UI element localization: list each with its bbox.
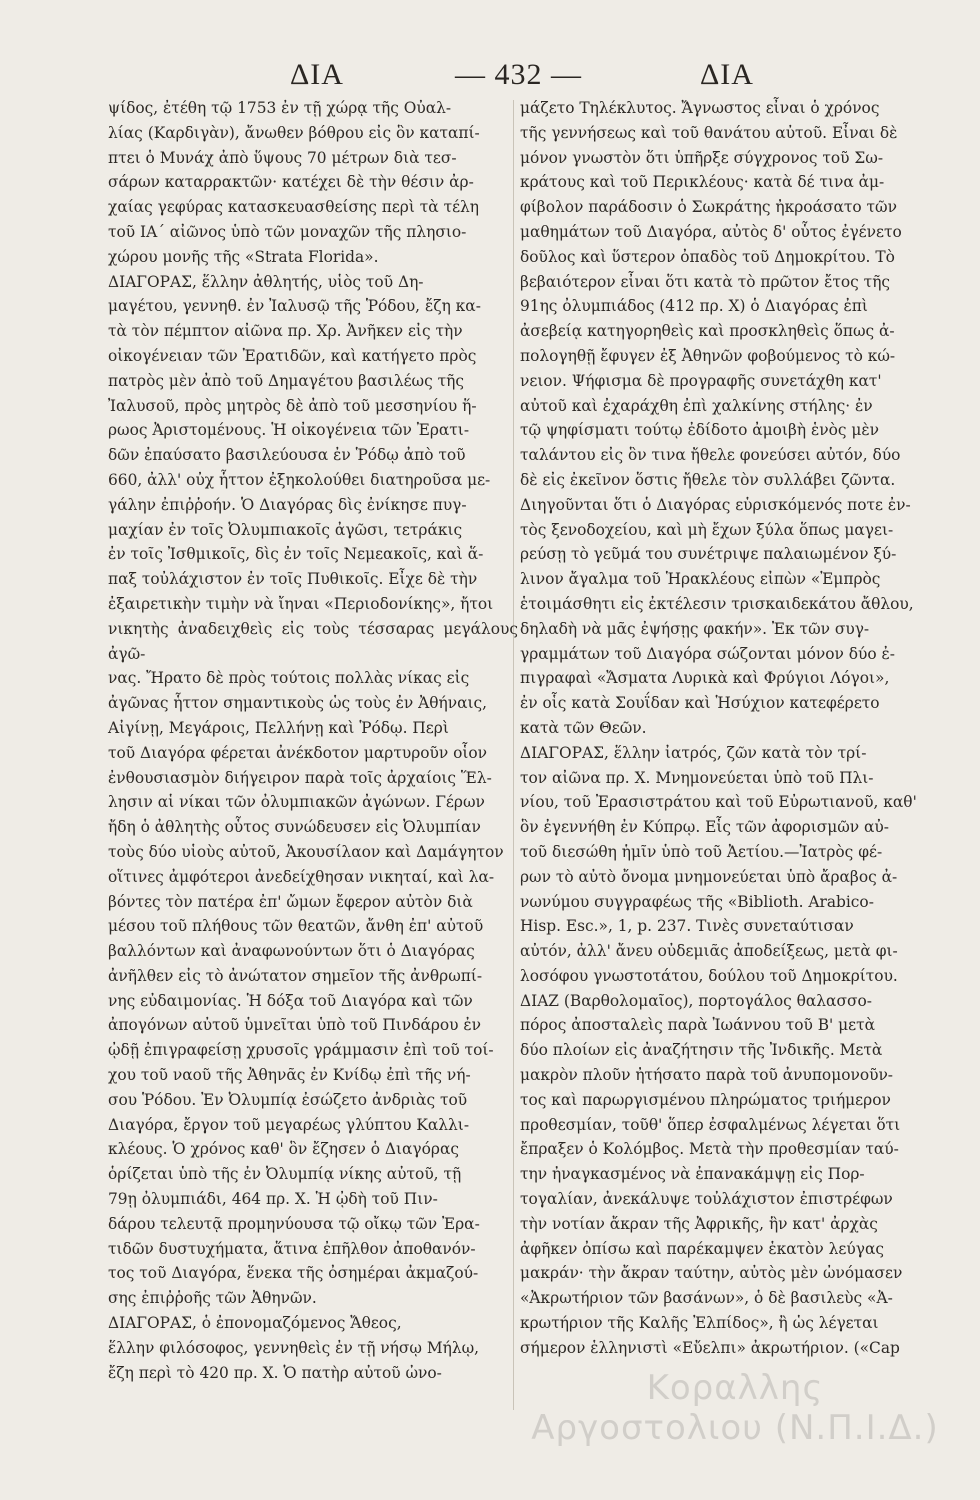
watermark-line-2: Αργοστολιου (Ν.Π.Ι.Δ.) xyxy=(531,1408,939,1448)
header-right-word: ΔΙΑ xyxy=(700,58,754,91)
header-left-word: ΔΙΑ xyxy=(290,58,344,91)
paragraph-right-3: ΔΙΑΖ (Βαρθολομαῖος), πορτογάλος θαλασσο- πόρος ἀποσταλεὶς παρὰ Ἰωάννου τοῦ Β' μετὰ δύο πλοίων εἰς ἀναζήτησιν τῆς Ἰνδικῆς. Μετὰ μακρὸν πλοῦν ἠτήσατο παρὰ τοῦ ἀνυπομονοῦν- τος καὶ παρωργισμένου πληρώματος τριήμερον προθεσμίαν, τοῦθ' ὅπερ ἐσφαλμένως λέγεται ὅτι ἔπραξεν ὁ Κολόμβος. Μετὰ τὴν προθεσμίαν ταύ- την ἠναγκασμένος νὰ ἐπανακάμψῃ εἰς Πορ- τογαλίαν, ἀνεκάλυψε τοὐλάχιστον ἐπιστρέφων τὴν νοτίαν ἄκραν τῆς Ἀφρικῆς, ἣν κατ' ἀρχὰς ἀφῆκεν ὀπίσω καὶ παρέκαμψεν ἑκατὸν λεύγας μακράν· τὴν ἄκραν ταύτην, αὐτὸς μὲν ὠνόμασεν «Ἀκρωτήριον τῶν βασάνων», ὁ δὲ βασιλεὺς «Ἀ- κρωτήριον τῆς Καλῆς Ἐλπίδος», ἢ ὡς λέγεται σήμερον ἑλληνιστὶ «Εὔελπι» ἀκρωτήριον. («Cap xyxy=(520,991,903,1357)
paragraph-right-1: μάζετο Τηλέκλυτος. Ἄγνωστος εἶναι ὁ χρόνος τῆς γεννήσεως καὶ τοῦ θανάτου αὐτοῦ. Εἶναι δὲ μόνον γνωστὸν ὅτι ὑπῆρξε σύγχρονος τοῦ Σω- κράτους καὶ τοῦ Περικλέους· κατὰ δέ τινα ἀμ- φίβολον παράδοσιν ὁ Σωκράτης ἠκροάσατο τῶν μαθημάτων τοῦ Διαγόρα, αὐτὸς δ' οὗτος ἐγένετο δοῦλος καὶ ὕστερον ὀπαδὸς τοῦ Δημοκρίτου. Τὸ βεβαιότερον εἶναι ὅτι κατὰ τὸ πρῶτον ἔτος τῆς 91ης ὀλυμπιάδος (412 πρ. Χ) ὁ Διαγόρας ἐπὶ ἀσεβείᾳ κατηγορηθεὶς καὶ προσκληθεὶς ὅπως ἀ- πολογηθῇ ἔφυγεν ἐξ Ἀθηνῶν φοβούμενος τὸ κώ- νειον. Ψήφισμα δὲ προγραφῆς συνετάχθη κατ' αὐτοῦ καὶ ἐχαράχθη ἐπὶ χαλκίνης στήλης· ἐν τῷ ψηφίσματι τούτῳ ἐδίδοτο ἀμοιβὴ ἑνὸς μὲν ταλάντου εἰς ὃν τινα ἤθελε φονεύσει αὐτόν, δύο δὲ εἰς ἐκεῖνον ὅστις ἤθελε τὸν συλλάβει ζῶντα. Διηγοῦνται ὅτι ὁ Διαγόρας εὑρισκόμενός ποτε ἐν- τὸς ξενοδοχείου, καὶ μὴ ἔχων ξύλα ὅπως μαγει- ρεύσῃ τὸ γεῦμά του συνέτριψε παλαιωμένον ξύ- λινον ἄγαλμα τοῦ Ἡρακλέους εἰπὼν «Ἐμπρὸς ἑτοιμάσθητι εἰς ἐκτέλεσιν τρισκαιδεκάτου ἄθλου, δηλαδὴ νὰ μᾶς ἐψήσῃς φακήν». Ἐκ τῶν συγ- γραμμάτων τοῦ Διαγόρα σώζονται μόνον δύο ἐ- πιγραφαὶ «Ἄσματα Λυρικὰ καὶ Φρύγιοι Λόγοι», ἐν οἷς κατὰ Σουΐδαν καὶ Ἡσύχιον κατεφέρετο κατὰ τῶν Θεῶν. xyxy=(520,99,914,737)
paragraph-right-2: ΔΙΑΓΟΡΑΣ, ἕλλην ἰατρός, ζῶν κατὰ τὸν τρί- τον αἰῶνα πρ. Χ. Μνημονεύεται ὑπὸ τοῦ Πλι- νίου, τοῦ Ἐρασιστράτου καὶ τοῦ Εὐρωτιανοῦ, καθ' ὃν ἐγεννήθη ἐν Κύπρῳ. Εἷς τῶν ἀφορισμῶν αὐ- τοῦ διεσώθη ἡμῖν ὑπὸ τοῦ Ἀετίου.—Ἰατρὸς φέ- ρων τὸ αὐτὸ ὄνομα μνημονεύεται ὑπὸ ἄραβος ἀ- νωνύμου συγγραφέως τῆς «Biblioth. Arabico- Hisp. Esc.», 1, p. 237. Τινὲς συνεταύτισαν αὐτόν, ἀλλ' ἄνευ οὐδεμιᾶς ἀποδείξεως, μετὰ φι- λοσόφου γνωστοτάτου, δούλου τοῦ Δημοκρίτου. xyxy=(520,743,917,985)
page-number: — 432 — xyxy=(455,58,582,91)
paragraph-left-3: ΔΙΑΓΟΡΑΣ, ὁ ἐπονομαζόμενος Ἄθεος, ἕλλην φιλόσοφος, γεννηθεὶς ἐν τῇ νήσῳ Μήλῳ, ἔζη περὶ τὸ 420 πρ. Χ. Ὁ πατὴρ αὐτοῦ ὠνο- xyxy=(108,1314,480,1382)
library-watermark xyxy=(520,1368,950,1448)
watermark-line-1: Κοραλλης xyxy=(646,1368,824,1408)
paragraph-left-1: ψίδος, ἐτέθη τῷ 1753 ἐν τῇ χώρᾳ τῆς Οὐαλ- λίας (Καρδιγὰν), ἄνωθεν βόθρου εἰς ὃν καταπί- πτει ὁ Μυνάχ ἀπὸ ὕψους 70 μέτρων διὰ τεσ- σάρων καταρρακτῶν· κατέχει δὲ τὴν θέσιν ἀρ- χαίας γεφύρας κατασκευασθείσης περὶ τὰ τέλη τοῦ ΙΑ΄ αἰῶνος ὑπὸ τῶν μοναχῶν τῆς πλησιο- χώρου μονῆς τῆς «Strata Florida». xyxy=(108,99,480,266)
left-column xyxy=(108,96,518,1385)
running-header xyxy=(0,58,980,98)
right-column xyxy=(520,96,932,1361)
paragraph-left-2: ΔΙΑΓΟΡΑΣ, ἕλλην ἀθλητής, υἱὸς τοῦ Δη- μαγέτου, γεννηθ. ἐν Ἰαλυσῷ τῆς Ῥόδου, ἔζη κα- τὰ τὸν πέμπτον αἰῶνα πρ. Χρ. Ἀνῆκεν εἰς τὴν οἰκογένειαν τῶν Ἐρατιδῶν, καὶ κατήγετο πρὸς πατρὸς μὲν ἀπὸ τοῦ Δημαγέτου βασιλέως τῆς Ἰαλυσοῦ, πρὸς μητρὸς δὲ ἀπὸ τοῦ μεσσηνίου ἥ- ρωος Ἀριστομένους. Ἡ οἰκογένεια τῶν Ἐρατι- δῶν ἐπαύσατο βασιλεύουσα ἐν Ῥόδῳ ἀπὸ τοῦ 660, ἀλλ' οὐχ ἧττον ἐξηκολούθει διατηροῦσα με- γάλην ἐπιῤῥοήν. Ὁ Διαγόρας δὶς ἐνίκησε πυγ- μαχίαν ἐν τοῖς Ὀλυμπιακοῖς ἀγῶσι, τετράκις ἐν τοῖς Ἰσθμικοῖς, δὶς ἐν τοῖς Νεμεακοῖς, καὶ ἅ- παξ τοὐλάχιστον ἐν τοῖς Πυθικοῖς. Εἶχε δὲ τὴν ἐξαιρετικὴν τιμὴν νὰ ἴηναι «Περιοδονίκης», ἤτοι νικητὴς ἀναδειχθεὶς εἰς τοὺς τέσσαρας μεγάλους ἀγῶ- νας. Ἤρατο δὲ πρὸς τούτοις πολλὰς νίκας εἰς ἀγῶνας ἧττον σημαντικοὺς ὡς τοὺς ἐν Ἀθήναις, Αἰγίνῃ, Μεγάροις, Πελλήνῃ καὶ Ῥόδῳ. Περὶ τοῦ Διαγόρα φέρεται ἀνέκδοτον μαρτυροῦν οἷον ἐνθουσιασμὸν διήγειρον παρὰ τοῖς ἀρχαίοις Ἕλ- λησιν αἱ νίκαι τῶν ὀλυμπιακῶν ἀγώνων. Γέρων ἤδη ὁ ἀθλητὴς οὗτος συνώδευσεν εἰς Ὀλυμπίαν τοὺς δύο υἱοὺς αὐτοῦ, Ἀκουσίλαον καὶ Δαμάγητον οἵτινες ἀμφότεροι ἀνεδείχθησαν νικηταί, καὶ λα- βόντες τὸν πατέρα ἐπ' ὤμων ἔφερον αὐτὸν διὰ μέσου τοῦ πλήθους τῶν θεατῶν, ἄνθη ἐπ' αὐτοῦ βαλλόντων καὶ ἀναφωνούντων ὅτι ὁ Διαγόρας ἀνῆλθεν εἰς τὸ ἀνώτατον σημεῖον τῆς ἀνθρωπί- νης εὐδαιμονίας. Ἡ δόξα τοῦ Διαγόρα καὶ τῶν ἀπογόνων αὐτοῦ ὑμνεῖται ὑπὸ τοῦ Πινδάρου ἐν ᾠδῇ ἐπιγραφείσῃ χρυσοῖς γράμμασιν ἐπὶ τοῦ τοί- χου τοῦ ναοῦ τῆς Ἀθηνᾶς ἐν Κνίδῳ ἐπὶ τῆς νή- σου Ῥόδου. Ἐν Ὀλυμπίᾳ ἐσώζετο ἀνδριὰς τοῦ Διαγόρα, ἔργον τοῦ μεγαρέως γλύπτου Καλλι- κλέους. Ὁ χρόνος καθ' ὃν ἔζησεν ὁ Διαγόρας ὁρίζεται ὑπὸ τῆς ἐν Ὀλυμπίᾳ νίκης αὐτοῦ, τῇ 79ῃ ὀλυμπιάδι, 464 πρ. Χ. Ἡ ᾠδὴ τοῦ Πιν- δάρου τελευτᾷ προμηνύουσα τῷ οἴκῳ τῶν Ἐρα- τιδῶν δυστυχήματα, ἅτινα ἐπῆλθον ἀποθανόν- τος τοῦ Διαγόρα, ἕνεκα τῆς ὀσημέραι ἀκμαζού- σης ἐπιῤῥοῆς τῶν Ἀθηνῶν. xyxy=(108,272,518,1308)
